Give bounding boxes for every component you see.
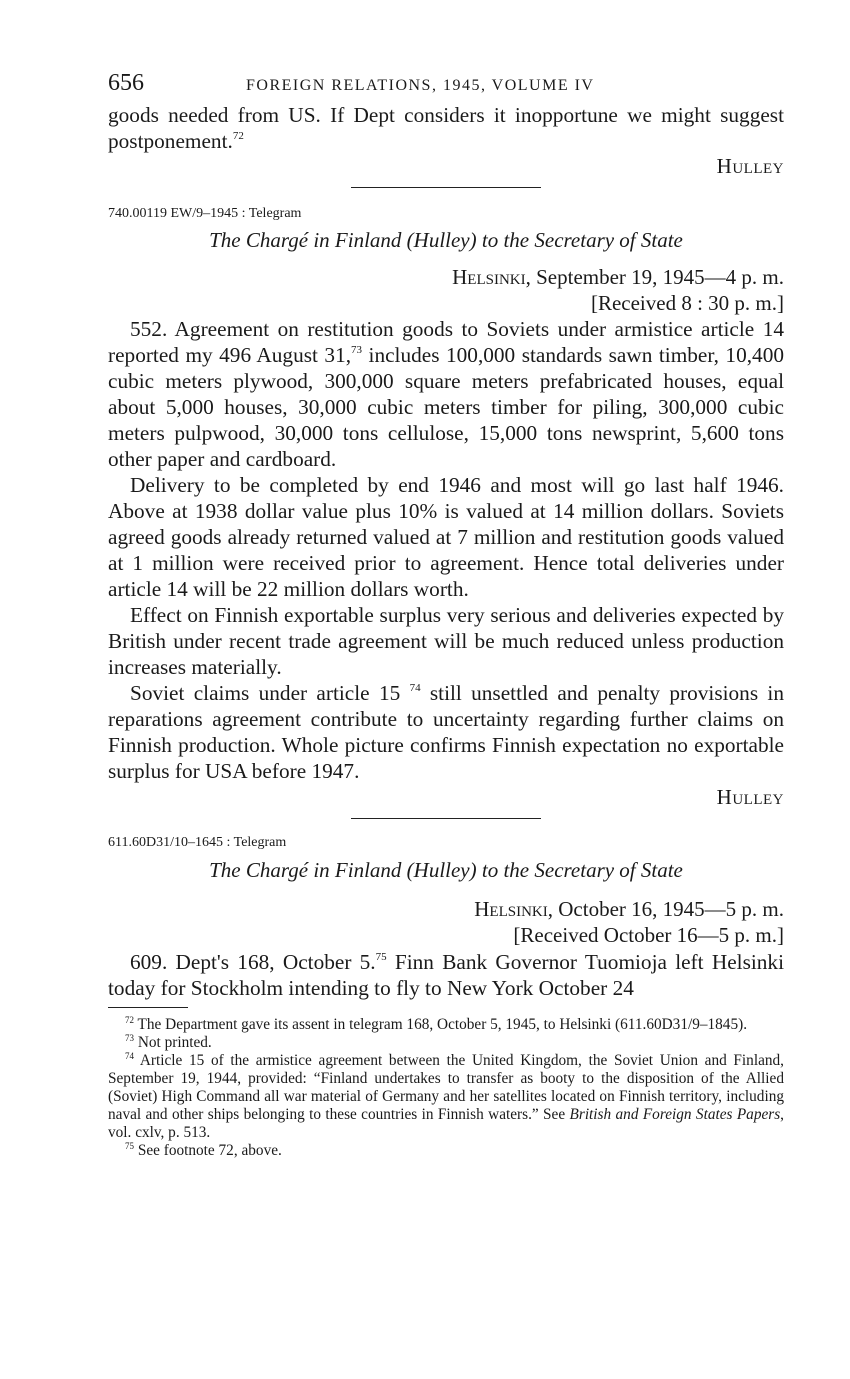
footnote-75: $^{75}$ See footnote 72, above. xyxy=(125,1141,282,1159)
footnote-73: $^{73}$ Not printed. xyxy=(125,1033,212,1051)
doc1-paragraph-4: Soviet claims under article 15 $^{74}$ still unsettled and penalty provisions in reparations agreement contribute to uncertainty regarding further claims on Finnish production. Whole picture confirms Finnish expectation no exportable surplus for USA before 1947. xyxy=(108,681,784,783)
doc2-title: The Chargé in Finland (Hulley) to the Secretary of State xyxy=(209,858,683,882)
running-head-title: FOREIGN RELATIONS, 1945, VOLUME IV xyxy=(246,77,595,94)
footnote-ref-73[interactable]: 73 xyxy=(351,344,363,356)
section-divider xyxy=(351,818,541,819)
doc1-title: The Chargé in Finland (Hulley) to the Secretary of State xyxy=(209,228,683,252)
doc2-dateline: Helsinki, October 16, 1945—5 p. m. xyxy=(474,897,784,921)
doc1-received: [Received 8 : 30 p. m.] xyxy=(590,291,784,315)
page-number: 656 xyxy=(108,70,144,96)
doc1-paragraph-1: 552. Agreement on restitution goods to Soviets under armistice article 14 reported my 496 August 31,73 includes 100,000 standards sawn timber, 10,400 cubic meters plywood, 300,000 square meters prefabricated houses, equal about 5,000 houses, 30,000 cubic meters timber for piling, 300,000 cubic meters pulpwood, 30,000 tons cellulose, 15,000 tons newsprint, 5,600 tons other paper and cardboard. xyxy=(108,317,784,471)
signature-hulley-1: Hulley xyxy=(716,154,784,178)
doc1-reference: 740.00119 EW/9–1945 : Telegram xyxy=(108,206,302,221)
footnote-divider xyxy=(108,1007,188,1008)
running-head xyxy=(108,70,784,106)
footnote-ref-75[interactable]: 75 xyxy=(375,951,387,963)
doc1-dateline: Helsinki, September 19, 1945—4 p. m. xyxy=(452,265,784,289)
doc1-paragraph-2: Delivery to be completed by end 1946 and most will go last half 1946. Above at 1938 dollar value plus 10% is valued at 14 million dollars. Soviets agreed goods already returned valued at 7 million and restitution goods valued at 1 million were received prior to agreement. Hence total deliveries under article 14 will be 22 million dollars worth. xyxy=(108,473,784,601)
doc2-received: [Received October 16—5 p. m.] xyxy=(513,923,784,947)
signature-hulley-2: Hulley xyxy=(716,785,784,809)
footnote-ref-74[interactable]: 74 xyxy=(409,682,421,694)
footnote-72: $^{72}$ The Department gave its assent in telegram 168, October 5, 1945, to Helsinki (611.60D31/9–1845). xyxy=(125,1015,748,1033)
section-divider xyxy=(351,187,541,188)
footnote-74: $^{74}$ Article 15 of the armistice agreement between the United Kingdom, the Soviet Union and Finland, September 19, 1944, provided: “Finland undertakes to transfer as booty to the disposition of the Allied (Soviet) High Command all war material of Germany and her satellites located on Finnish territory, including naval and other ships belonging to these countries in Finnish waters.” See British and Foreign States Papers, vol. cxlv, p. 513. xyxy=(108,1051,784,1141)
footnote-ref-72[interactable]: 72 xyxy=(232,130,244,142)
doc2-reference: 611.60D31/10–1645 : Telegram xyxy=(108,835,287,850)
footnotes xyxy=(108,1016,784,1160)
doc1-paragraph-3: Effect on Finnish exportable surplus very serious and deliveries expected by British under recent trade agreement will be much reduced unless production increases materially. xyxy=(108,603,784,679)
document-page xyxy=(108,70,784,1160)
doc2-paragraph-1: 609. Dept's 168, October 5.75 Finn Bank Governor Tuomioja left Helsinki today for Stockholm intending to fly to New York October 24 xyxy=(108,950,784,1000)
continuation-paragraph: goods needed from US. If Dept considers it inopportune we might suggest postponement.$^{72}$ xyxy=(108,103,784,153)
